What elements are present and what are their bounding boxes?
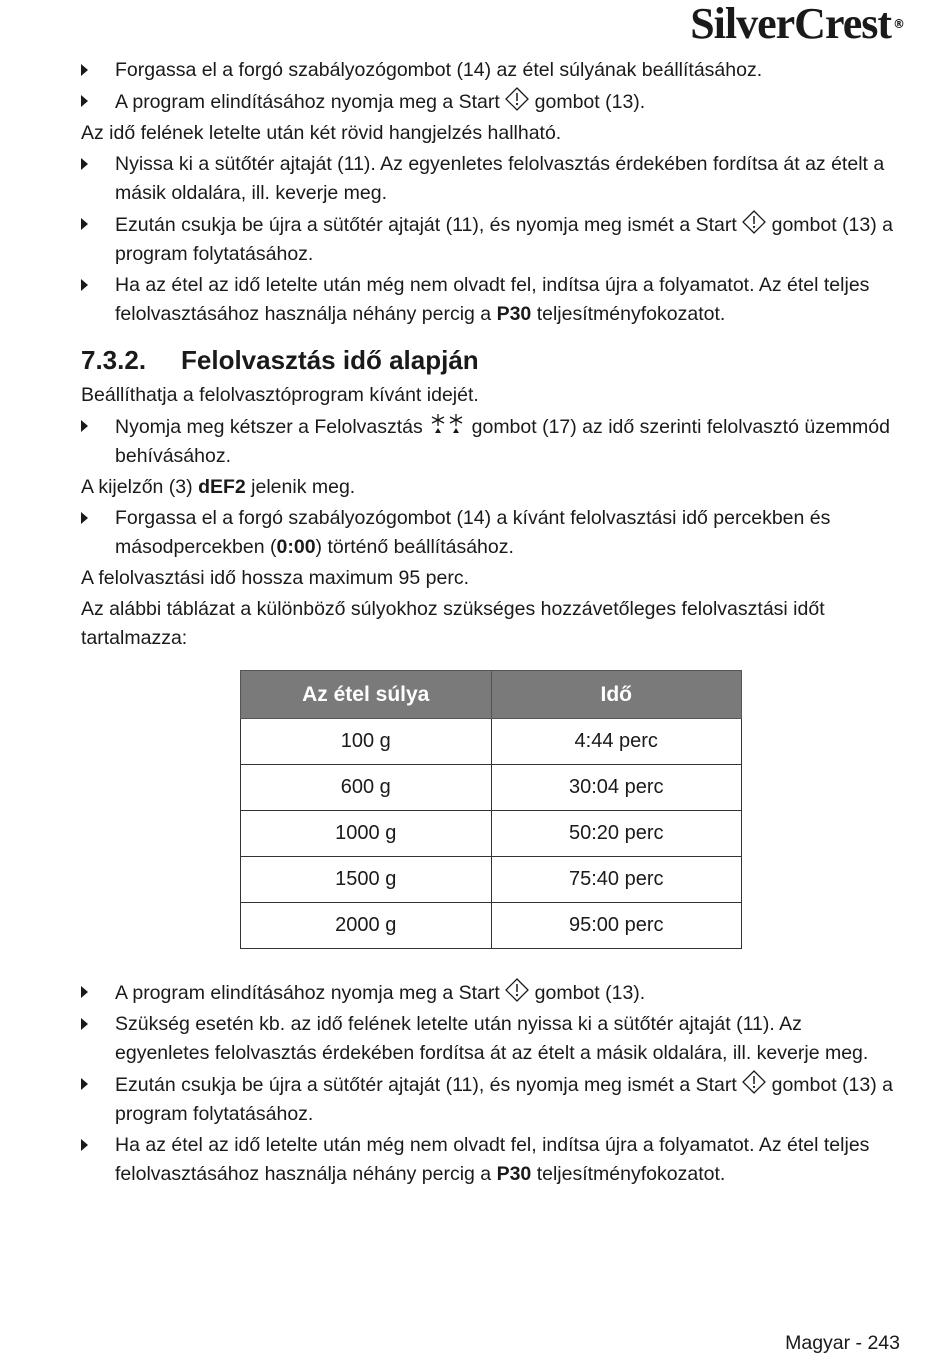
bullet-arrow-icon <box>81 95 88 107</box>
instruction-bullet: Nyissa ki a sütőtér ajtaját (11). Az egyenletes felolvasztás érdekében fordítsa át az ételt a másik oldalára, ill. keverje meg. <box>81 150 901 208</box>
time-cell: 4:44 perc <box>491 719 742 765</box>
instruction-bullet: Nyomja meg kétszer a Felolvasztás gombot (17) az idő szerinti felolvasztó üzemmód behívásához. <box>81 412 901 471</box>
after-table-content <box>81 978 901 1191</box>
paragraph: A felolvasztási idő hossza maximum 95 perc. <box>81 567 470 589</box>
instruction-bullet: Ezután csukja be újra a sütőtér ajtaját (11), és nyomja meg ismét a Start gombot (13) a program folytatásához. <box>81 1070 901 1129</box>
instruction-bullet: Ha az étel az idő letelte után még nem olvadt fel, indítsa újra a folyamatot. Az étel teljes felolvasztásához használja néhány percig a P30 teljesítményfokozatot. <box>81 1131 901 1189</box>
time-cell: 50:20 perc <box>491 811 742 857</box>
paragraph: Az alábbi táblázat a különböző súlyokhoz szükséges hozzávetőleges felolvasztási időt tartalmazza: <box>81 598 825 649</box>
section-title: Felolvasztás idő alapján <box>181 345 479 375</box>
snowflake-defrost-icon <box>428 412 466 436</box>
weight-cell: 100 g <box>241 719 492 765</box>
bullet-arrow-icon <box>81 64 88 76</box>
logo-text: SilverCrest <box>690 0 891 48</box>
table-row <box>241 903 742 949</box>
instruction-bullet: Szükség esetén kb. az idő felének letelte után nyissa ki a sütőtér ajtaját (11). Az egyenletes felolvasztás érdekében fordítsa át az ételt a másik oldalára, ill. keverje meg. <box>81 1010 901 1068</box>
table-row <box>241 765 742 811</box>
bullet-arrow-icon <box>81 420 88 432</box>
instruction-bullet: A program elindításához nyomja meg a Start gombot (13). <box>81 978 901 1008</box>
instruction-bullet: Ha az étel az idő letelte után még nem olvadt fel, indítsa újra a folyamatot. Az étel teljes felolvasztásához használja néhány percig a P30 teljesítményfokozatot. <box>81 271 901 329</box>
time-cell: 95:00 perc <box>491 903 742 949</box>
paragraph: Az idő felének letelte után két rövid hangjelzés hallható. <box>81 122 562 144</box>
table-row <box>241 719 742 765</box>
registered-mark: ® <box>893 17 904 31</box>
table-row <box>241 811 742 857</box>
table-header-row <box>241 671 742 719</box>
brand-logo <box>690 2 904 46</box>
bullet-arrow-icon <box>81 986 88 998</box>
instruction-bullet: Forgassa el a forgó szabályozógombot (14) a kívánt felolvasztási idő percekben és másodpercekben (0:00) történő beállításához. <box>81 504 901 562</box>
main-content <box>81 56 901 655</box>
bullet-arrow-icon <box>81 512 88 524</box>
bullet-arrow-icon <box>81 1139 88 1151</box>
instruction-bullet: Ezután csukja be újra a sütőtér ajtaját (11), és nyomja meg ismét a Start gombot (13) a program folytatásához. <box>81 210 901 269</box>
start-diamond-icon <box>505 87 529 111</box>
bullet-arrow-icon <box>81 1078 88 1090</box>
column-header-time: Idő <box>491 671 742 719</box>
bullet-arrow-icon <box>81 218 88 230</box>
column-header-weight: Az étel súlya <box>241 671 492 719</box>
weight-cell: 1000 g <box>241 811 492 857</box>
weight-cell: 600 g <box>241 765 492 811</box>
paragraph: A kijelzőn (3) dEF2 jelenik meg. <box>81 476 356 498</box>
instruction-bullet: Forgassa el a forgó szabályozógombot (14) az étel súlyának beállításához. <box>81 56 901 85</box>
start-diamond-icon <box>505 978 529 1002</box>
page-footer: Magyar - 243 <box>785 1332 900 1354</box>
instruction-bullet: A program elindításához nyomja meg a Start gombot (13). <box>81 87 901 117</box>
bullet-arrow-icon <box>81 279 88 291</box>
bullet-arrow-icon <box>81 1018 88 1030</box>
start-diamond-icon <box>742 1070 766 1094</box>
paragraph: Beállíthatja a felolvasztóprogram kívánt idejét. <box>81 384 479 406</box>
weight-cell: 2000 g <box>241 903 492 949</box>
table-row <box>241 857 742 903</box>
bullet-arrow-icon <box>81 158 88 170</box>
start-diamond-icon <box>742 210 766 234</box>
defrost-time-table <box>240 670 742 949</box>
section-heading <box>81 343 901 377</box>
weight-cell: 1500 g <box>241 857 492 903</box>
time-cell: 75:40 perc <box>491 857 742 903</box>
time-cell: 30:04 perc <box>491 765 742 811</box>
section-number: 7.3.2. <box>81 345 147 375</box>
